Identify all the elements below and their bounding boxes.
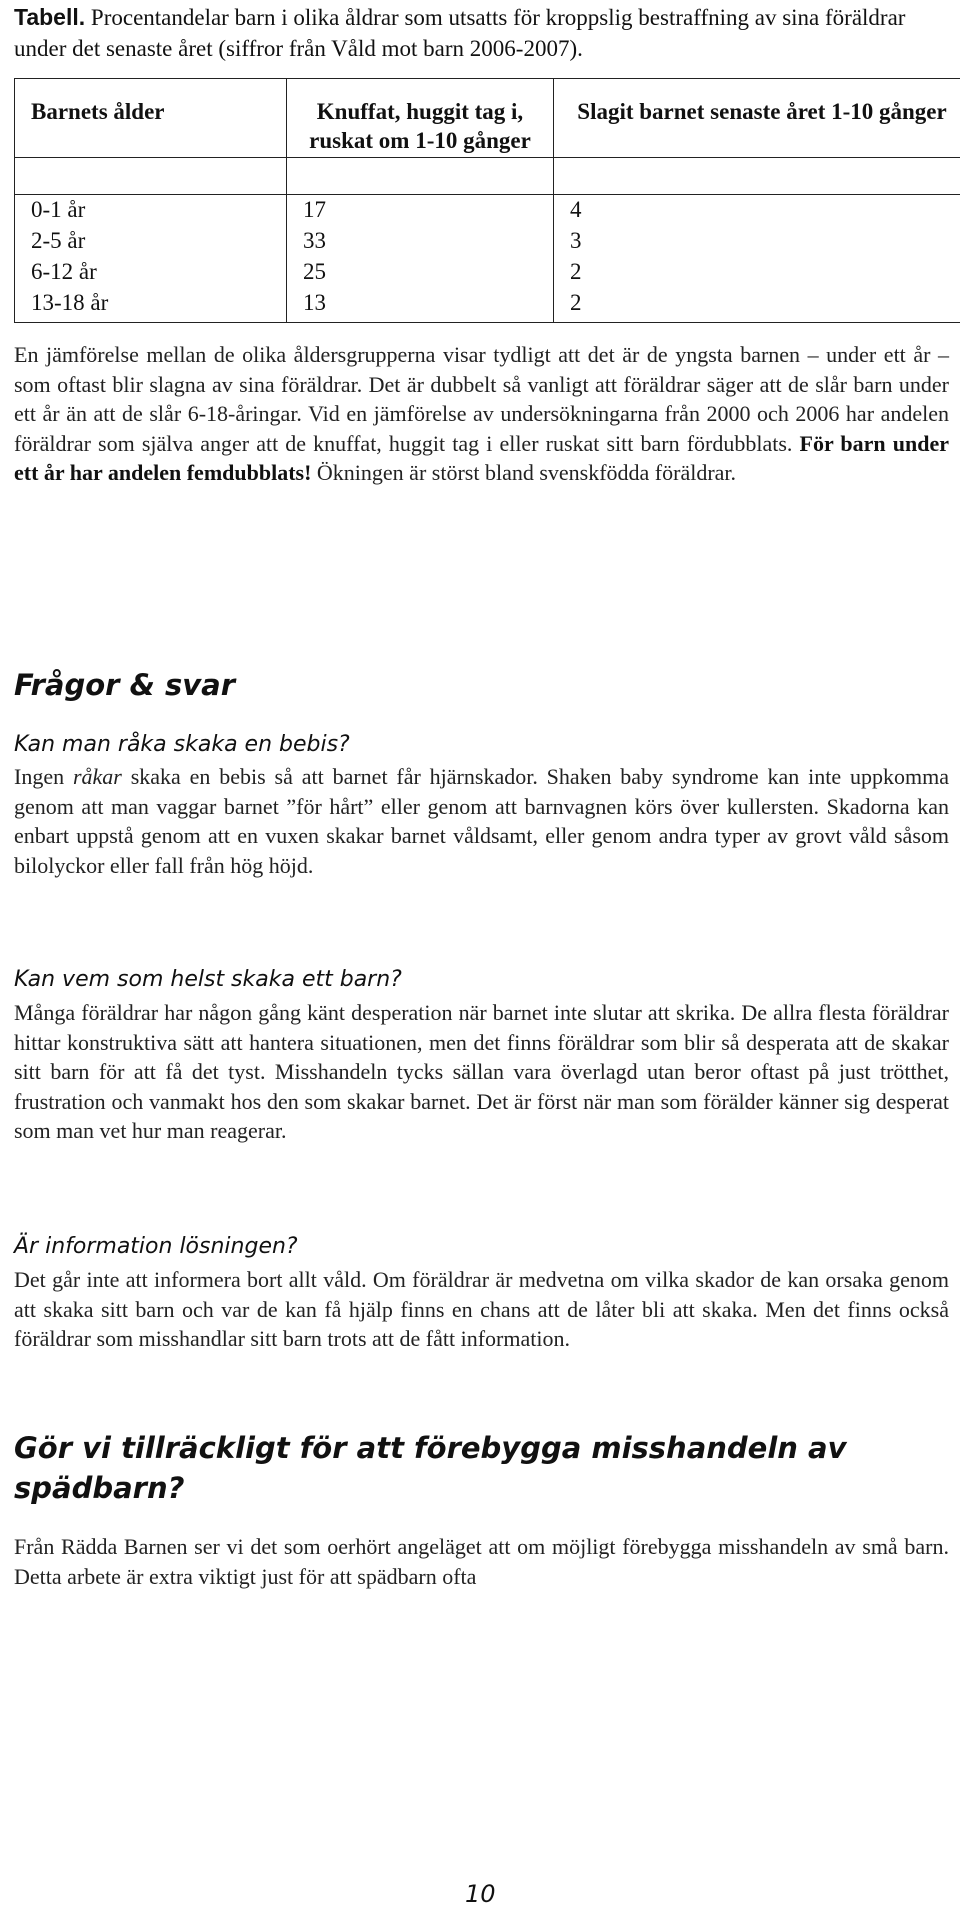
paragraph-part1: En jämförelse mellan de olika åldersgrupperna visar tydligt att det är de yngsta barnen – under ett år – som oftast blir slagna av sina föräldrar. Det är dubbelt så vanligt att föräldrar säger att de slår barn under ett år än att de slår 6-18-åringar. Vid en jämförelse av undersökningarna från 2000 och 2006 har andelen föräldrar som själva anger att de knuffat, huggit tag i eller ruskat sitt barn fördubblats.	[14, 342, 949, 456]
caption-label: Tabell.	[14, 4, 86, 30]
spacer-cell	[15, 158, 287, 195]
cell-age: 0-1 år	[15, 195, 287, 227]
heading-prevention: Gör vi tillräckligt för att förebygga misshandeln av spädbarn?	[14, 1431, 847, 1505]
header-hit: Slagit barnet senaste året 1-10 gånger	[554, 79, 960, 158]
paragraph-prevention: Från Rädda Barnen ser vi det som oerhört angeläget att om möjligt förebygga misshandeln av små barn. Detta arbete är extra viktigt just för att spädbarn ofta	[14, 1534, 949, 1589]
paragraph-comparison	[14, 340, 949, 488]
table-row	[15, 195, 960, 227]
cell-age: 6-12 år	[15, 257, 287, 288]
answer-1-post: skaka en bebis så att barnet får hjärnskador. Shaken baby syndrome kan inte uppkomma genom att man vaggar barnet ”för hårt” eller genom att barnvagnen körs över kullersten. Skadorna kan enbart uppstå genom att en vuxen skakar barnet våldsamt, eller genom andra typer av grovt våld såsom bilolyckor eller fall från hög höjd.	[14, 764, 949, 878]
caption-text: Procentandelar barn i olika åldrar som utsatts för kroppslig bestraffning av sina föräldrar under det senaste året (siffror från Våld mot barn 2006-2007).	[14, 5, 906, 61]
table-row	[15, 226, 960, 257]
question-3: Är information lösningen?	[14, 1234, 298, 1259]
paragraph-bold: För barn under ett år har andelen femdubblats!	[14, 430, 949, 485]
answer-1	[14, 762, 949, 880]
table-caption	[14, 2, 949, 64]
answer-3: Det går inte att informera bort allt våld. Om föräldrar är medvetna om vilka skador de kan orsaka genom att skaka sitt barn och var de kan få hjälp finns en chans att de låter bli att skaka. Men det finns också föräldrar som misshandlar sitt barn trots att de fått information.	[14, 1267, 949, 1351]
question-1: Kan man råka skaka en bebis?	[14, 732, 350, 757]
cell-pushed: 13	[287, 288, 554, 323]
heading-faq: Frågor & svar	[14, 668, 235, 702]
spacer-cell	[554, 158, 960, 195]
cell-pushed: 33	[287, 226, 554, 257]
cell-hit: 3	[554, 226, 960, 257]
cell-age: 13-18 år	[15, 288, 287, 323]
header-pushed: Knuffat, huggit tag i, ruskat om 1-10 gånger	[287, 79, 554, 158]
cell-pushed: 17	[287, 195, 554, 227]
cell-pushed: 25	[287, 257, 554, 288]
question-2: Kan vem som helst skaka ett barn?	[14, 967, 402, 992]
table-row	[15, 257, 960, 288]
cell-hit: 4	[554, 195, 960, 227]
cell-hit: 2	[554, 257, 960, 288]
table-header-row	[15, 79, 960, 158]
answer-1-em: råkar	[72, 764, 122, 789]
table-spacer-row	[15, 158, 960, 195]
punishment-table	[14, 78, 960, 323]
table-row	[15, 288, 960, 323]
answer-1-pre: Ingen	[14, 764, 73, 789]
answer-2: Många föräldrar har någon gång känt desperation när barnet inte slutar att skrika. De allra flesta föräldrar hittar konstruktiva sätt att hantera situationen, men det finns föräldrar som blir så desperata att de skakar sitt barn för att få det tyst. Misshandeln tycks sällan vara överlagd utan beror oftast på just trötthet, frustration och vanmakt hos den som skakar barnet. Det är först när man som förälder känner sig desperat som man vet hur man reagerar.	[14, 1000, 949, 1143]
paragraph-part2: Ökningen är störst bland svenskfödda föräldrar.	[311, 460, 737, 485]
header-age: Barnets ålder	[15, 79, 287, 158]
spacer-cell	[287, 158, 554, 195]
cell-age: 2-5 år	[15, 226, 287, 257]
cell-hit: 2	[554, 288, 960, 323]
page-number: 10	[465, 1880, 496, 1908]
